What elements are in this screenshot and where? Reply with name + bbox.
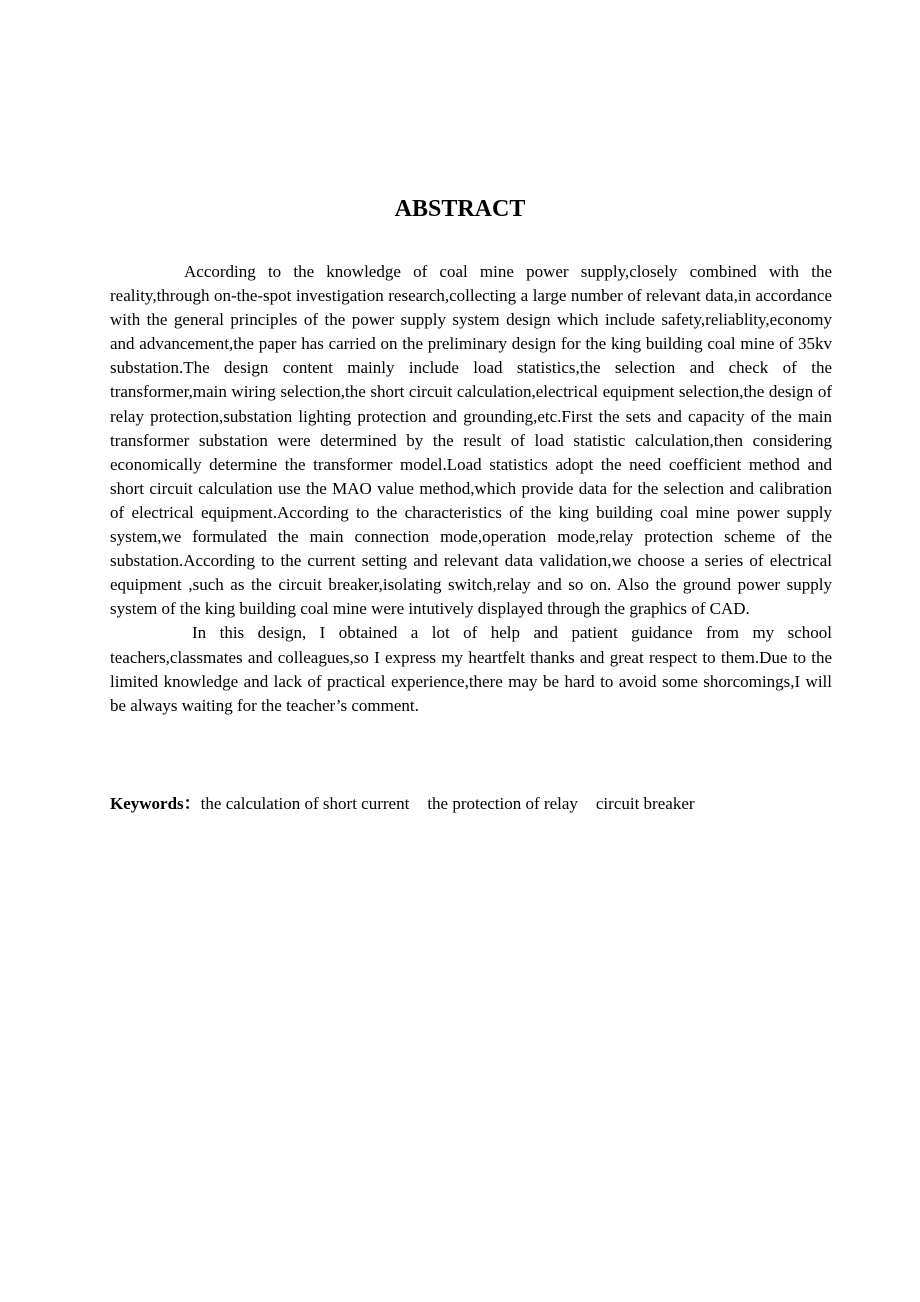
keywords-separator: ： bbox=[183, 794, 201, 813]
keywords-label: Keywords bbox=[110, 794, 184, 813]
abstract-title: ABSTRACT bbox=[394, 196, 526, 222]
keyword-item: the protection of relay bbox=[427, 794, 578, 813]
keywords-line bbox=[110, 792, 832, 816]
abstract-body bbox=[110, 260, 832, 718]
keyword-item: the calculation of short current bbox=[200, 794, 410, 813]
keyword-item: circuit breaker bbox=[595, 794, 695, 813]
abstract-paragraph-1: According to the knowledge of coal mine power supply,closely combined with the reality,through on-the-spot investigation research,collecting a large number of relevant data,in accordance with the general principles of the power supply system design which include safety,reliablity,economy and advancement,the paper has carried on the preliminary design for the king building coal mine of 35kv substation.The design content mainly include load statistics,the selection and check of the transformer,main wiring selection,the short circuit calculation,electrical equipment selection,the design of relay protection,substation lighting protection and grounding,etc.First the sets and capacity of the main transformer substation were determined by the result of load statistic calculation,then considering economically determine the transformer model.Load statistics adopt the need coefficient method and short circuit calculation use the MAO value method,which provide data for the selection and calibration of electrical equipment.According to the characteristics of the king building coal mine power supply system,we formulated the main connection mode,operation mode,relay protection scheme of the substation.According to the current setting and relevant data validation,we choose a series of electrical equipment ,such as the circuit breaker,isolating switch,relay and so on. Also the ground power supply system of the king building coal mine were intutively displayed through the graphics of CAD. bbox=[110, 262, 832, 619]
abstract-paragraph-2: In this design, I obtained a lot of help and patient guidance from my school teachers,classmates and colleagues,so I express my heartfelt thanks and great respect to them.Due to the limited knowledge and lack of practical experience,there may be hard to avoid some shorcomings,I will be always waiting for the teacher’s comment. bbox=[110, 623, 832, 715]
